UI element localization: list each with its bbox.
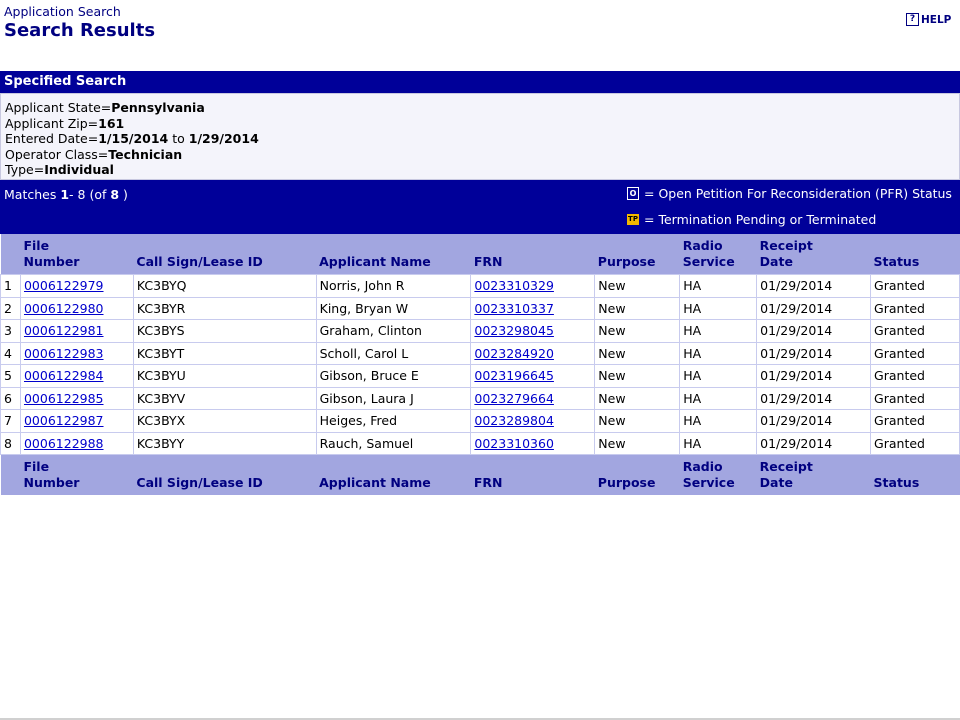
pfr-status-icon: O bbox=[627, 187, 639, 200]
frn-link[interactable]: 0023298045 bbox=[474, 323, 554, 338]
frn-link[interactable]: 0023310337 bbox=[474, 300, 554, 316]
cell-row-number: 8 bbox=[1, 432, 21, 455]
cell-file-number bbox=[20, 297, 133, 320]
column-header-line2: Status bbox=[873, 254, 920, 269]
cell-frn bbox=[471, 432, 595, 455]
cell-radio-service: HA bbox=[680, 410, 757, 433]
cell-purpose: New bbox=[595, 387, 680, 410]
cell-receipt-date: 01/29/2014 bbox=[757, 365, 871, 388]
column-header-row-number bbox=[1, 455, 21, 496]
cell-purpose: New bbox=[595, 432, 680, 455]
file-number-link[interactable]: 0006122979 bbox=[23, 278, 104, 293]
cell-row-number: 1 bbox=[1, 275, 21, 298]
cell-applicant-name: Gibson, Laura J bbox=[316, 387, 471, 410]
column-header-line2: Date bbox=[759, 475, 793, 490]
column-header-line2: Applicant Name bbox=[319, 254, 431, 269]
criteria-state: Applicant State=Pennsylvania bbox=[5, 100, 205, 115]
help-label: HELP bbox=[921, 13, 952, 26]
column-header-applicant-name bbox=[316, 234, 471, 275]
legend-pfr-text: = Open Petition For Reconsideration (PFR) Status bbox=[644, 186, 952, 201]
column-header-line2: Call Sign/Lease ID bbox=[136, 475, 263, 490]
cell-call-sign: KC3BYR bbox=[133, 297, 316, 320]
cell-radio-service: HA bbox=[680, 342, 757, 365]
cell-file-number bbox=[20, 410, 133, 433]
cell-file-number bbox=[20, 387, 133, 410]
column-header-line2: Service bbox=[682, 254, 735, 269]
column-header-purpose bbox=[595, 455, 680, 496]
file-number-link[interactable]: 0006122985 bbox=[23, 390, 104, 406]
cell-call-sign: KC3BYV bbox=[133, 387, 316, 410]
cell-call-sign: KC3BYQ bbox=[133, 275, 316, 298]
cell-call-sign: KC3BYS bbox=[133, 320, 316, 343]
cell-purpose: New bbox=[595, 365, 680, 388]
cell-receipt-date: 01/29/2014 bbox=[757, 387, 871, 410]
cell-receipt-date: 01/29/2014 bbox=[757, 432, 871, 455]
table-row bbox=[1, 320, 960, 343]
cell-status: Granted bbox=[871, 297, 960, 320]
cell-applicant-name: King, Bryan W bbox=[316, 297, 471, 320]
frn-link[interactable]: 0023289804 bbox=[474, 413, 554, 428]
legend-termination bbox=[627, 212, 876, 227]
criteria-operator-class: Operator Class=Technician bbox=[5, 146, 183, 162]
column-header-row-number bbox=[1, 234, 21, 275]
cell-applicant-name: Heiges, Fred bbox=[316, 410, 471, 433]
cell-applicant-name: Rauch, Samuel bbox=[316, 432, 471, 455]
cell-purpose: New bbox=[595, 297, 680, 320]
column-header-row bbox=[1, 234, 960, 275]
specified-search-criteria bbox=[0, 93, 960, 180]
cell-applicant-name: Scholl, Carol L bbox=[316, 342, 471, 365]
cell-call-sign: KC3BYU bbox=[133, 365, 316, 388]
column-header-applicant-name bbox=[316, 455, 471, 496]
cell-frn bbox=[471, 365, 595, 388]
cell-frn bbox=[471, 387, 595, 410]
column-header-line2: FRN bbox=[473, 475, 503, 490]
file-number-link[interactable]: 0006122988 bbox=[23, 435, 104, 451]
cell-frn bbox=[471, 275, 595, 298]
specified-search-heading: Specified Search bbox=[0, 71, 960, 93]
file-number-link[interactable]: 0006122980 bbox=[23, 300, 104, 316]
cell-frn bbox=[471, 297, 595, 320]
column-header-receipt-date bbox=[757, 234, 871, 275]
cell-purpose: New bbox=[595, 320, 680, 343]
cell-status: Granted bbox=[871, 387, 960, 410]
cell-status: Granted bbox=[871, 275, 960, 298]
cell-purpose: New bbox=[595, 410, 680, 433]
cell-row-number: 3 bbox=[1, 320, 21, 343]
column-header-line1: Receipt bbox=[759, 238, 813, 253]
help-link[interactable] bbox=[906, 13, 951, 26]
cell-receipt-date: 01/29/2014 bbox=[757, 275, 871, 298]
cell-status: Granted bbox=[871, 320, 960, 343]
cell-row-number: 2 bbox=[1, 297, 21, 320]
cell-radio-service: HA bbox=[680, 432, 757, 455]
column-header-line2: Purpose bbox=[597, 475, 656, 490]
cell-file-number bbox=[20, 275, 133, 298]
legend-tp-text: = Termination Pending or Terminated bbox=[644, 212, 877, 227]
column-header-line1: File bbox=[23, 238, 50, 253]
cell-radio-service: HA bbox=[680, 320, 757, 343]
column-header-frn bbox=[471, 234, 595, 275]
column-header-line1: Receipt bbox=[759, 459, 813, 474]
cell-purpose: New bbox=[595, 342, 680, 365]
column-header-line1: File bbox=[23, 459, 50, 474]
table-row bbox=[1, 410, 960, 433]
cell-applicant-name: Norris, John R bbox=[316, 275, 471, 298]
cell-status: Granted bbox=[871, 365, 960, 388]
table-row bbox=[1, 342, 960, 365]
cell-receipt-date: 01/29/2014 bbox=[757, 342, 871, 365]
cell-frn bbox=[471, 410, 595, 433]
matches-bar bbox=[0, 180, 960, 234]
page-header bbox=[4, 4, 155, 43]
cell-radio-service: HA bbox=[680, 275, 757, 298]
cell-status: Granted bbox=[871, 410, 960, 433]
criteria-type: Type=Individual bbox=[5, 162, 114, 178]
cell-receipt-date: 01/29/2014 bbox=[757, 320, 871, 343]
page-title: Search Results bbox=[4, 20, 156, 41]
cell-row-number: 7 bbox=[1, 410, 21, 433]
table-row bbox=[1, 432, 960, 455]
cell-radio-service: HA bbox=[680, 297, 757, 320]
table-row bbox=[1, 275, 960, 298]
column-footer-row bbox=[1, 455, 960, 496]
file-number-link[interactable]: 0006122984 bbox=[23, 368, 104, 383]
file-number-link[interactable]: 0006122981 bbox=[23, 323, 104, 338]
cell-status: Granted bbox=[871, 432, 960, 455]
cell-frn bbox=[471, 320, 595, 343]
frn-link[interactable]: 0023284920 bbox=[474, 345, 554, 361]
criteria-entered-date: Entered Date=1/15/2014 to 1/29/2014 bbox=[5, 131, 259, 147]
frn-link[interactable]: 0023279664 bbox=[474, 390, 554, 406]
termination-pending-icon: TP bbox=[628, 215, 638, 223]
column-header-line2: Service bbox=[682, 475, 735, 490]
cell-file-number bbox=[20, 320, 133, 343]
column-header-purpose bbox=[595, 234, 680, 275]
cell-receipt-date: 01/29/2014 bbox=[757, 297, 871, 320]
column-header-line2: FRN bbox=[473, 254, 503, 269]
frn-link[interactable]: 0023196645 bbox=[474, 368, 554, 383]
cell-applicant-name: Gibson, Bruce E bbox=[316, 365, 471, 388]
column-header-frn bbox=[471, 455, 595, 496]
cell-call-sign: KC3BYX bbox=[133, 410, 316, 433]
cell-row-number: 4 bbox=[1, 342, 21, 365]
column-header-file-number bbox=[20, 455, 133, 496]
file-number-link[interactable]: 0006122987 bbox=[23, 413, 104, 428]
cell-file-number bbox=[20, 365, 133, 388]
cell-call-sign: KC3BYT bbox=[133, 342, 316, 365]
table-row bbox=[1, 365, 960, 388]
frn-link[interactable]: 0023310360 bbox=[474, 435, 554, 451]
table-row bbox=[1, 387, 960, 410]
table-row bbox=[1, 297, 960, 320]
cell-call-sign: KC3BYY bbox=[133, 432, 316, 455]
column-header-call-sign bbox=[133, 234, 316, 275]
cell-radio-service: HA bbox=[680, 365, 757, 388]
column-header-line2: Status bbox=[873, 475, 920, 490]
column-header-line1: Radio bbox=[682, 459, 723, 474]
help-icon: ? bbox=[906, 13, 919, 26]
column-header-line2: Date bbox=[759, 254, 793, 269]
cell-file-number bbox=[20, 342, 133, 365]
column-header-status bbox=[871, 455, 960, 496]
cell-applicant-name: Graham, Clinton bbox=[316, 320, 471, 343]
cell-status: Granted bbox=[871, 342, 960, 365]
column-header-line2: Call Sign/Lease ID bbox=[136, 254, 263, 269]
cell-frn bbox=[471, 342, 595, 365]
frn-link[interactable]: 0023310329 bbox=[474, 278, 554, 293]
legend-pfr bbox=[627, 186, 952, 201]
cell-purpose: New bbox=[595, 275, 680, 298]
matches-count: Matches 1- 8 (of 8 ) bbox=[4, 187, 128, 202]
cell-file-number bbox=[20, 432, 133, 455]
column-header-radio-service bbox=[680, 455, 757, 496]
criteria-zip: Applicant Zip=161 bbox=[5, 115, 125, 131]
column-header-receipt-date bbox=[757, 455, 871, 496]
file-number-link[interactable]: 0006122983 bbox=[23, 345, 104, 361]
column-header-line2: Number bbox=[23, 254, 80, 269]
cell-radio-service: HA bbox=[680, 387, 757, 410]
cell-receipt-date: 01/29/2014 bbox=[757, 410, 871, 433]
cell-row-number: 5 bbox=[1, 365, 21, 388]
column-header-status bbox=[871, 234, 960, 275]
column-header-line2: Number bbox=[23, 475, 80, 490]
column-header-call-sign bbox=[133, 455, 316, 496]
results-table bbox=[0, 234, 960, 495]
breadcrumb: Application Search bbox=[4, 4, 121, 19]
column-header-line1: Radio bbox=[682, 238, 723, 253]
cell-row-number: 6 bbox=[1, 387, 21, 410]
column-header-line2: Applicant Name bbox=[319, 475, 431, 490]
column-header-file-number bbox=[20, 234, 133, 275]
column-header-radio-service bbox=[680, 234, 757, 275]
column-header-line2: Purpose bbox=[597, 254, 656, 269]
